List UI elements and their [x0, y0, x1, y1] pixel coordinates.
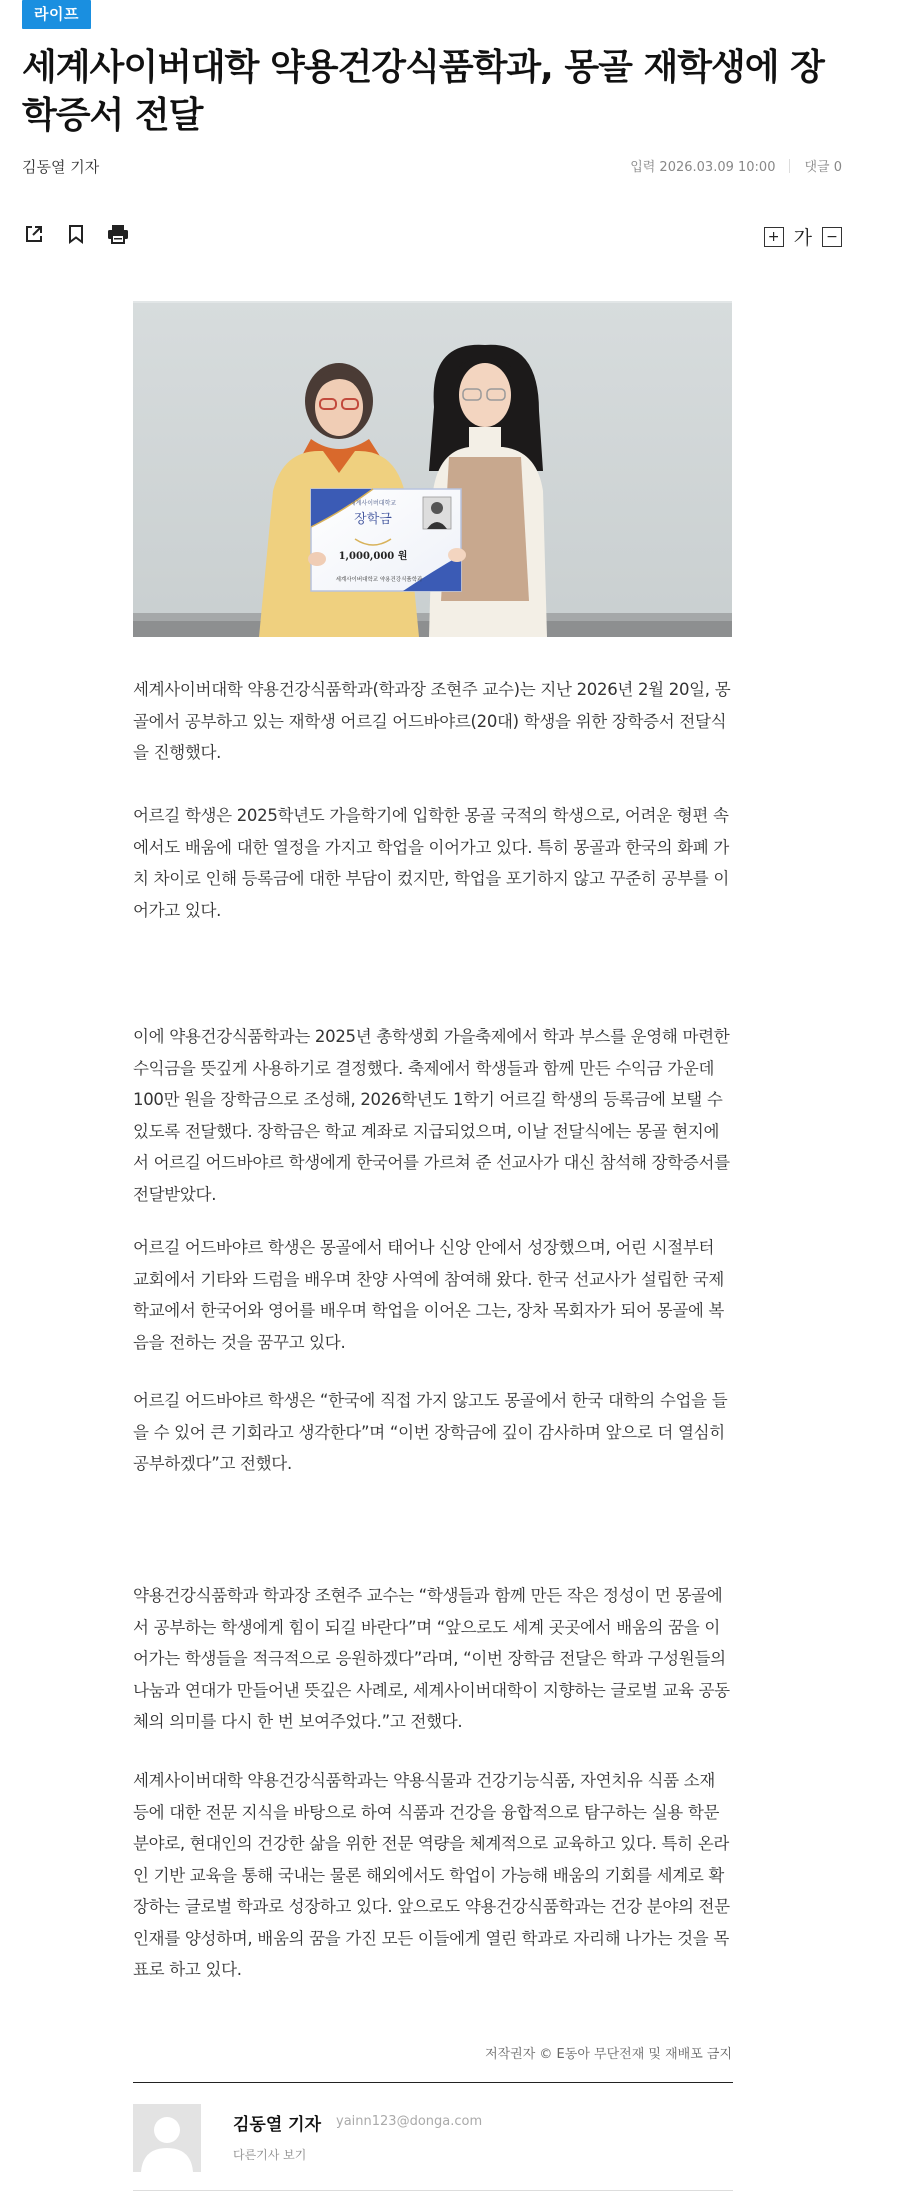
share-icon[interactable] [22, 222, 46, 246]
article-paragraph: 어르길 어드바야르 학생은 “한국에 직접 가지 않고도 몽골에서 한국 대학의 수업을 들을 수 있어 큰 기회라고 생각한다”며 “이번 장학금에 깊이 감사하며 앞으로 더 열심히 공부하겠다”고 전했다. [133, 1391, 728, 1473]
photo-illustration [133, 301, 732, 637]
article-meta [630, 156, 842, 175]
article-paragraph: 어르길 어드바야르 학생은 몽골에서 태어나 신앙 안에서 성장했으며, 어린 시절부터 교회에서 기타와 드럼을 배우며 찬양 사역에 참여해 왔다. 한국 선교사가 설립한 국제학교에서 한국어와 영어를 배우며 학업을 이어온 그는, 장차 목회자가 되어 몽골에 복음을 전하는 것을 꿈꾸고 있다. [133, 1238, 725, 1352]
author-more-articles-link[interactable]: 다른기사 보기 [233, 2148, 307, 2162]
published-date: 입력 2026.03.09 10:00 [630, 160, 776, 175]
article-photo [133, 301, 732, 637]
bookmark-icon[interactable] [64, 222, 88, 246]
author-avatar [133, 2104, 201, 2172]
comment-count[interactable]: 댓글 0 [804, 160, 842, 175]
font-size-label: 가 [793, 227, 812, 249]
meta-divider [789, 159, 790, 173]
byline-author: 김동열 기자 [22, 158, 100, 176]
article-paragraph: 어르길 학생은 2025학년도 가을학기에 입학한 몽골 국적의 학생으로, 어려운 형편 속에서도 배움에 대한 열정을 가지고 학업을 이어가고 있다. 특히 몽골과 한국의 화폐 가치 차이로 인해 등록금에 대한 부담이 컸지만, 학업을 포기하지 않고 꾸준히 공부를 이어가고 있다. [133, 806, 730, 920]
svg-text:세계사이버대학교 약용건강식품학과: 세계사이버대학교 약용건강식품학과 [335, 577, 423, 583]
font-increase-button[interactable]: + [764, 227, 784, 247]
svg-text:장학금: 장학금 [354, 512, 392, 527]
svg-text:1,000,000 원: 1,000,000 원 [338, 551, 408, 562]
copyright-notice: 저작권자 © E동아 무단전재 및 재배포 금지 [485, 2047, 732, 2062]
svg-text:세계사이버대학교: 세계사이버대학교 [349, 500, 397, 507]
article-paragraph: 세계사이버대학 약용건강식품학과(학과장 조현주 교수)는 지난 2026년 2월 20일, 몽골에서 공부하고 있는 재학생 어르길 어드바야르(20대) 학생을 위한 장학증서 전달식을 진행했다. [133, 680, 731, 762]
article-paragraph: 이에 약용건강식품학과는 2025년 총학생회 가을축제에서 학과 부스를 운영해 마련한 수익금을 뜻깊게 사용하기로 결정했다. 축제에서 학생들과 함께 만든 수익금 가운데 100만 원을 장학금으로 조성해, 2026학년도 1학기 어르길 학생의 등록금에 보탤 수 있도록 전달했다. 장학금은 학교 계좌로 지급되었으며, 이날 전달식에는 몽골 현지에서 어르길 어드바야르 학생에게 한국어를 가르쳐 준 선교사가 대신 참석해 장학증서를 전달받았다. [133, 1027, 730, 1204]
author-divider-bottom [133, 2190, 733, 2191]
author-name[interactable]: 김동열 기자 [233, 2115, 322, 2135]
author-card [133, 2101, 733, 2194]
font-size-controls [764, 223, 842, 250]
print-icon[interactable] [106, 222, 130, 246]
font-decrease-button[interactable]: − [822, 227, 842, 247]
author-divider-top [133, 2082, 733, 2083]
article-paragraph: 세계사이버대학 약용건강식품학과는 약용식물과 건강기능식품, 자연치유 식품 소재 등에 대한 전문 지식을 바탕으로 하여 식품과 건강을 융합적으로 탐구하는 실용 학문 분야로, 현대인의 건강한 삶을 위한 전문 역량을 체계적으로 교육하고 있다. 특히 온라인 기반 교육을 통해 국내는 물론 해외에서도 학업이 가능해 배움의 기회를 세계로 확장하는 글로벌 학과로 성장하고 있다. 앞으로도 약용건강식품학과는 건강 분야의 전문 인재를 양성하며, 배움의 꿈을 가진 모든 이들에게 열린 학과로 자리해 나가는 것을 목표로 하고 있다. [133, 1771, 730, 1979]
category-badge[interactable]: 라이프 [22, 0, 91, 29]
author-email[interactable]: yainn123@donga.com [336, 2114, 483, 2129]
article-paragraph: 약용건강식품학과 학과장 조현주 교수는 “학생들과 함께 만든 작은 정성이 먼 몽골에서 공부하는 학생에게 힘이 되길 바란다”며 “앞으로도 세계 곳곳에서 배움의 꿈을 이어가는 학생들을 적극적으로 응원하겠다”라며, “이번 장학금 전달은 학과 구성원들의 나눔과 연대가 만들어낸 뜻깊은 사례로, 세계사이버대학이 지향하는 글로벌 교육 공동체의 의미를 다시 한 번 보여주었다.”고 전했다. [133, 1586, 730, 1731]
article-toolbar [22, 222, 130, 246]
article-headline: 세계사이버대학 약용건강식품학과, 몽골 재학생에 장학증서 전달 [22, 47, 824, 136]
